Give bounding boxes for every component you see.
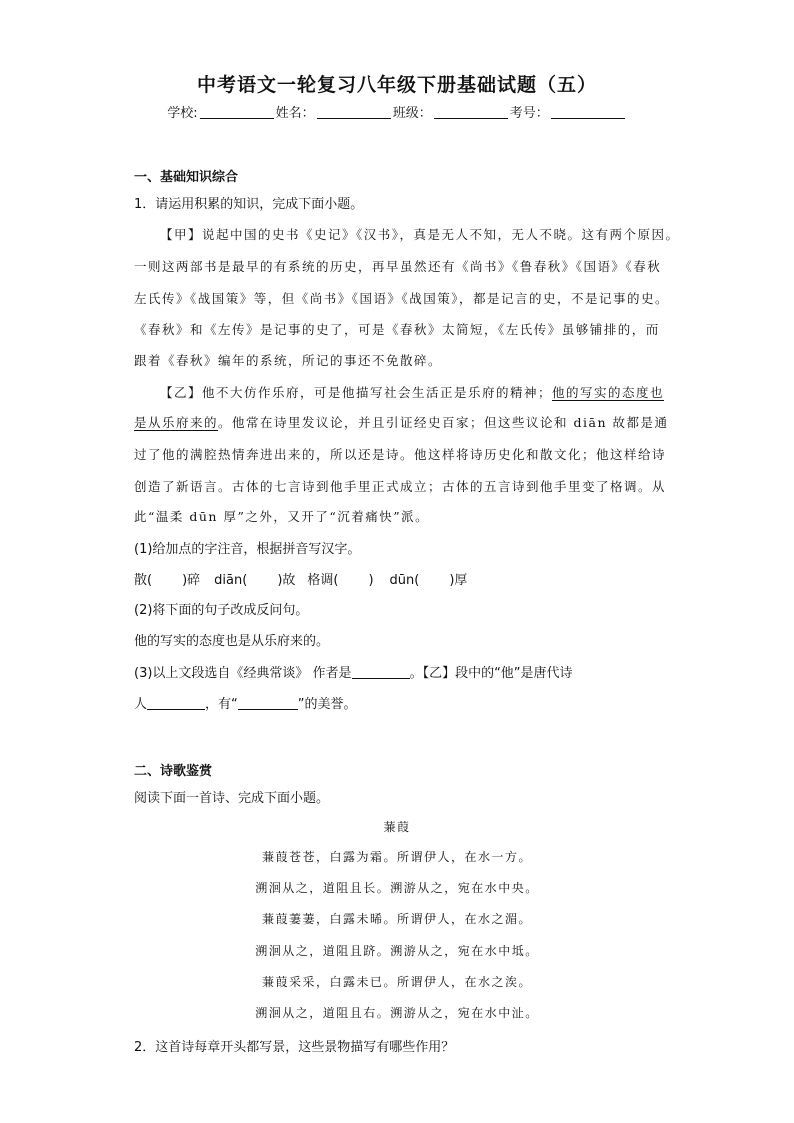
question-2: 2．这首诗每章开头都写景，这些景物描写有哪些作用？ [134,1040,455,1055]
passage-jia-line: 左氏传》《战国策》等，但《尚书》《国语》《战国策》，都是记言的史，不是记事的史。 [134,291,670,306]
passage-jia-line: 跟着《春秋》编年的系统，所记的事还不免散碎。 [134,353,443,368]
sub-question-3-text: ，有“ [205,697,238,712]
name-field[interactable] [317,104,391,119]
school-label: 学校: [167,106,198,121]
passage-yi-line: 此“温柔 dūn 厚”之外，又开了“沉着痛快”派。 [134,509,430,524]
section-2-heading: 二、诗歌鉴赏 [134,764,213,779]
passage-jia-line: 【甲】说起中国的史书《史记》《汉书》，真是无人不知，无人不晓。这有两个原因。 [160,227,680,242]
exam-no-field[interactable] [551,104,625,119]
poem-line: 溯洄从之，道阻且跻。溯游从之，宛在水中坻。 [255,944,539,958]
sub-question-3-text: (3)以上文段选自《经典常谈》 作者是 [134,666,352,681]
school-field[interactable] [200,104,274,119]
poem-line: 蒹葭采采，白露未已。所谓伊人，在水之涘。 [261,975,532,989]
section-1-heading: 一、基础知识综合 [134,170,239,185]
passage-yi-line [134,413,668,431]
poem-title: 蒹葭 [383,820,411,834]
exam-no-label: 考号： [509,106,549,121]
item-label: )碎 [182,573,201,588]
passage-yi-text: 。他常在诗里发议论，并且引证经史百家；但这些议论和 diān 故都是通 [218,415,669,430]
passage-yi-text: 【乙】他不大仿作乐府，可是他描写社会生活正是乐府的精神； [160,385,553,400]
poem-line: 溯洄从之，道阻且右。溯游从之，宛在水中沚。 [255,1006,539,1020]
sub-question-3 [134,662,573,681]
passage-yi-line [160,383,664,401]
underlined-sentence: 是从乐府来的 [134,415,219,430]
poem-line: 溯洄从之，道阻且长。溯游从之，宛在水中央。 [255,881,539,895]
poet-blank[interactable] [147,696,205,710]
page-title: 中考语文一轮复习八年级下册基础试题（五） [196,74,597,96]
name-label: 姓名： [275,106,315,121]
section-2-intro: 阅读下面一首诗、完成下面小题。 [134,791,330,806]
title-blank[interactable] [238,696,298,710]
sub-question-3-cont [134,693,357,712]
passage-yi-line: 过了他的满腔热情奔进出来的，所以还是诗。他这样将诗历史化和散文化；他这样给诗 [134,447,667,462]
author-blank[interactable] [352,665,410,679]
pinyin-answer-row [134,569,467,588]
item-label: 散( [134,573,153,588]
item-label: )故 [277,573,296,588]
passage-jia-line: 《春秋》和《左传》是记事的史了，可是《春秋》太简短，《左氏传》虽够铺排的，而 [134,322,660,337]
item-label: dūn( [389,573,420,588]
student-info-row [0,102,794,121]
item-label: diān( [214,573,248,588]
sub-question-2-sentence: 他的写实的态度也是从乐府来的。 [134,634,330,649]
poem-line: 蒹葭苍苍，白露为霜。所谓伊人，在水一方。 [261,850,532,864]
class-label: 班级： [392,106,432,121]
passage-yi-line: 创造了新语言。古体的七言诗到他手里正式成立；古体的五言诗到他手里变了格调。从 [134,479,667,494]
passage-jia-line: 一则这两部书是最早的有系统的历史，再早虽然还有《尚书》《鲁春秋》《国语》《春秋 [134,259,662,274]
item-label: ) [368,573,374,588]
sub-question-1: (1)给加点的字注音，根据拼音写汉字。 [134,542,361,557]
question-1-stem: 1．请运用积累的知识，完成下面小题。 [134,197,364,212]
poem-line: 蒹葭萋萋，白露未晞。所谓伊人，在水之湄。 [261,912,532,926]
item-label: )厚 [449,573,468,588]
class-field[interactable] [434,104,508,119]
sub-question-3-text: 人 [134,697,148,712]
item-label: 格调( [307,573,339,588]
underlined-sentence: 他的写实的态度也 [552,385,665,400]
sub-question-2: (2)将下面的句子改成反问句。 [134,603,309,618]
sub-question-3-text: ”的美誉。 [297,697,357,712]
sub-question-3-text: 。【乙】段中的“他”是唐代诗 [409,666,573,681]
